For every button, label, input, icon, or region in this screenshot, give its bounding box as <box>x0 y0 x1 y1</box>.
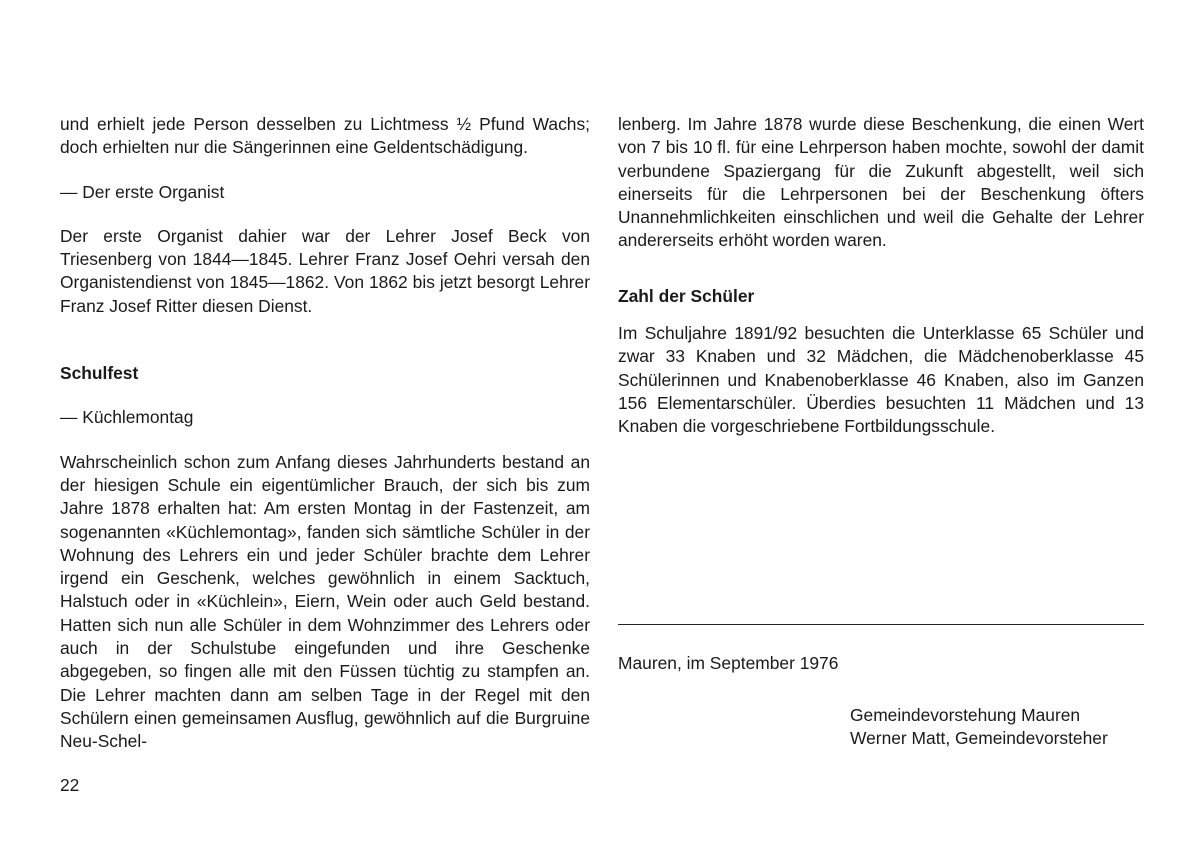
schueler-heading: Zahl der Schüler <box>618 285 755 306</box>
schulfest-heading: Schulfest <box>60 363 139 384</box>
right-column <box>618 113 1144 439</box>
organist-heading: — Der erste Organist <box>60 181 225 202</box>
left-column <box>60 113 590 754</box>
signature-block <box>850 704 1108 751</box>
schueler-paragraph: Im Schuljahre 1891/92 besuchten die Unterklasse 65 Schüler und zwar 33 Knaben und 32 Mädchen, die Mädchenoberklasse 45 Schülerinnen und Knabenoberklasse 46 Knaben, also im Ganzen 156 Elementarschüler. Überdies besuchten 11 Mädchen und 13 Knaben die vorgeschriebene Fortbildungsschule. <box>618 323 1144 437</box>
signature-line-2: Werner Matt, Gemeindevorsteher <box>850 728 1108 749</box>
place-date: Mauren, im September 1976 <box>618 653 839 673</box>
page-number: 22 <box>60 775 80 795</box>
divider-rule <box>618 624 1144 625</box>
organist-paragraph: Der erste Organist dahier war der Lehrer Josef Beck von Triesenberg von 1844—1845. Lehrer Franz Josef Oehri versah den Organistendienst von 1845—1862. Von 1862 bis jetzt besorgt Lehrer Franz Josef Ritter diesen Dienst. <box>60 225 590 316</box>
signature-line-1: Gemeindevorstehung Mauren <box>850 705 1081 725</box>
intro-paragraph: und erhielt jede Person desselben zu Lichtmess ½ Pfund Wachs; doch erhielten nur die Sängerinnen eine Geldentschädigung. <box>60 114 590 158</box>
kuechlemontag-heading: — Küchlemontag <box>60 407 194 428</box>
continuation-paragraph: lenberg. Im Jahre 1878 wurde diese Beschenkung, die einen Wert von 7 bis 10 fl. für eine Lehrperson haben mochte, sowohl der damit verbundene Spaziergang für die Zukunft abgestellt, weil sich einerseits für die Lehrpersonen bei der Beschenkung öfters Unannehmlichkeiten einschlichen und weil die Gehalte der Lehrer andererseits erhöht worden waren. <box>618 114 1144 251</box>
kuechlemontag-paragraph: Wahrscheinlich schon zum Anfang dieses Jahrhunderts bestand an der hiesigen Schule ein eigentümlicher Brauch, der sich bis zum Jahre 1878 erhalten hat: Am ersten Montag in der Fastenzeit, am sogenannten «Küchlemontag», fanden sich sämtliche Schüler in der Wohnung des Lehrers ein und jeder Schüler brachte dem Lehrer irgend ein Geschenk, welches gewöhnlich in einem Sacktuch, Halstuch oder in «Küchlein», Eiern, Wein oder auch Geld bestand. Hatten sich nun alle Schüler in dem Wohnzimmer des Lehrers oder auch in der Schulstube eingefunden und ihre Geschenke abgegeben, so fingen alle mit den Füssen tüchtig zu stampfen an. Die Lehrer machten dann am selben Tage in der Regel mit den Schülern einen gemeinsamen Ausflug, gewöhnlich auf die Burgruine Neu-Schel- <box>60 451 590 752</box>
